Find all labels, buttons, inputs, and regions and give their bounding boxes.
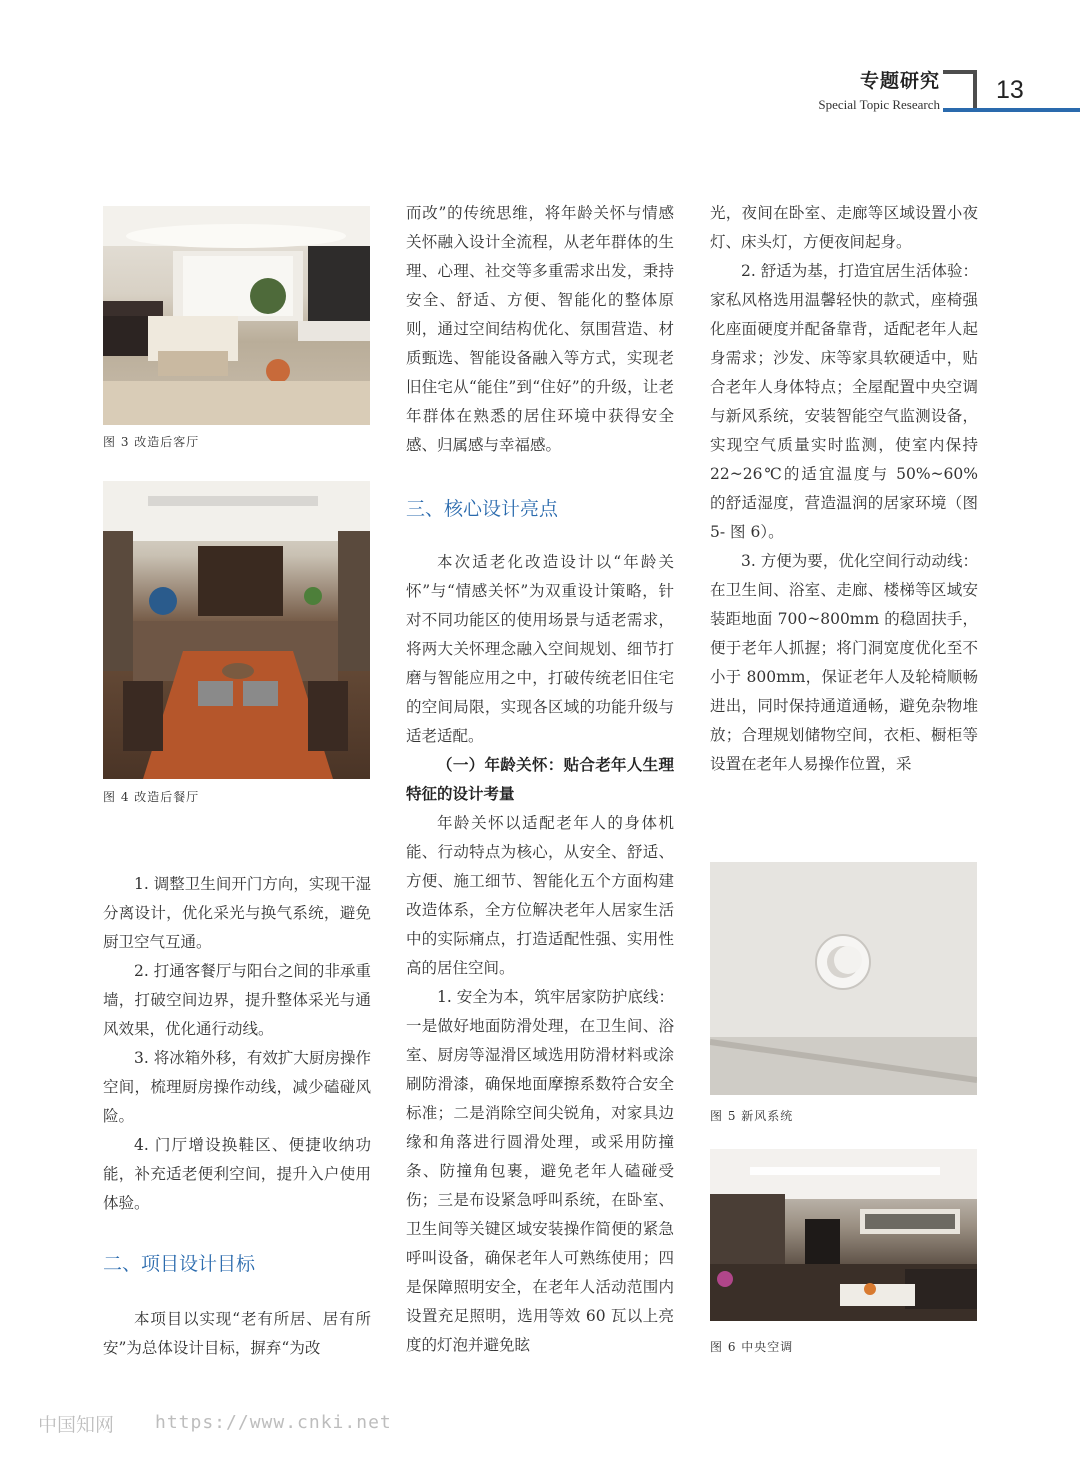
page-number: 13: [996, 76, 1024, 104]
list-item: 4. 门厅增设换鞋区、便捷收纳功能，补充适老便利空间，提升入户使用体验。: [103, 1136, 371, 1212]
list-item: 2. 打通客餐厅与阳台之间的非承重墙，打破空间边界，提升整体采光与通风效果，优化通行动线。: [103, 962, 371, 1038]
paragraph: 2. 舒适为基，打造宜居生活体验：家私风格选用温馨轻快的款式，座椅强化座面硬度并配备靠背，适配老年人起身需求；沙发、床等家具软硬适中，贴合老年人身体特点；全屋配置中央空调与新风系统，安装智能空气监测设备，实现空气质量实时监测，使室内保持 22~26℃的适宜温度与 50%~60% 的舒适湿度，营造温润的居家环境（图 5- 图 6）。: [710, 262, 978, 541]
dining-room-photo: [103, 481, 370, 779]
figure-5-caption: 图 5 新风系统: [710, 1109, 794, 1123]
paragraph: 本次适老化改造设计以“年龄关怀”与“情感关怀”为双重设计策略，针对不同功能区的使用场景与适老需求，将两大关怀理念融入空间规划、细节打磨与智能应用之中，打破传统老旧住宅的空间局限，实现各区域的功能升级与适老适配。: [406, 553, 674, 745]
column-1-list: [103, 870, 371, 1218]
column-2-body: [406, 548, 674, 1360]
list-item: 1. 调整卫生间开门方向，实现干湿分离设计，优化采光与换气系统，避免厨卫空气互通。: [103, 875, 371, 951]
central-ac-photo: [710, 1149, 977, 1321]
cnki-url-watermark: https://www.cnki.net: [155, 1412, 392, 1433]
paragraph: 而改”的传统思维，将年龄关怀与情感关怀融入设计全流程，从老年群体的生理、心理、社交等多重需求出发，秉持安全、舒适、方便、智能化的整体原则，通过空间结构优化、氛围营造、材质甄选、智能设备融入等方式，实现老旧住宅从“能住”到“住好”的升级，让老年群体在熟悉的居住环境中获得安全感、归属感与幸福感。: [406, 204, 674, 454]
paragraph: 光，夜间在卧室、走廊等区域设置小夜灯、床头灯，方便夜间起身。: [710, 204, 978, 251]
paragraph: 本项目以实现“老有所居、居有所安”为总体设计目标，摒弃“为改: [103, 1310, 371, 1357]
subsection-heading: （一）年龄关怀：贴合老年人生理特征的设计考量: [406, 756, 674, 803]
journal-section-title: 专题研究: [859, 70, 940, 92]
column-2-top: [406, 199, 674, 460]
section-heading-3: 三、核心设计亮点: [406, 498, 559, 520]
paragraph: 年龄关怀以适配老年人的身体机能、行动特点为核心，从安全、舒适、方便、施工细节、智能化五个方面构建改造体系，全方位解决老年人居家生活中的实际痛点，打造适配性强、实用性高的居住空间。: [406, 814, 674, 977]
header-rule: [943, 108, 1080, 112]
column-3-body: [710, 199, 978, 779]
figure-4-caption: 图 4 改造后餐厅: [103, 790, 200, 804]
fresh-air-vent-photo: [710, 862, 977, 1095]
figure-3-caption: 图 3 改造后客厅: [103, 435, 200, 449]
living-room-photo: [103, 206, 370, 425]
paragraph: 3. 方便为要，优化空间行动动线：在卫生间、浴室、走廊、楼梯等区域安装距地面 700~800mm 的稳固扶手，便于老年人抓握；将门洞宽度优化至不小于 800mm，保证老年人及轮椅顺畅进出，同时保持通道通畅，避免杂物堆放；合理规划储物空间，衣柜、橱柜等设置在老年人易操作位置，采: [710, 552, 978, 773]
section-heading-2: 二、项目设计目标: [103, 1253, 256, 1275]
column-1-body: [103, 1305, 371, 1363]
cnki-logo-watermark: 中国知网: [38, 1414, 115, 1436]
header-decoration: [943, 70, 977, 108]
list-item: 3. 将冰箱外移，有效扩大厨房操作空间，梳理厨房操作动线，减少磕碰风险。: [103, 1049, 371, 1125]
paragraph: 1. 安全为本，筑牢居家防护底线：一是做好地面防滑处理，在卫生间、浴室、厨房等湿滑区域选用防滑材料或涂刷防滑漆，确保地面摩擦系数符合安全标准；二是消除空间尖锐角，对家具边缘和角落进行圆滑处理，或采用防撞条、防撞角包裹，避免老年人磕碰受伤；三是布设紧急呼叫系统，在卧室、卫生间等关键区域安装操作简便的紧急呼叫设备，确保老年人可熟练使用；四是保障照明安全，在老年人活动范围内设置充足照明，选用等效 60 瓦以上亮度的灯泡并避免眩: [406, 988, 674, 1354]
journal-section-subtitle: Special Topic Research: [818, 97, 940, 112]
figure-6-caption: 图 6 中央空调: [710, 1340, 794, 1354]
